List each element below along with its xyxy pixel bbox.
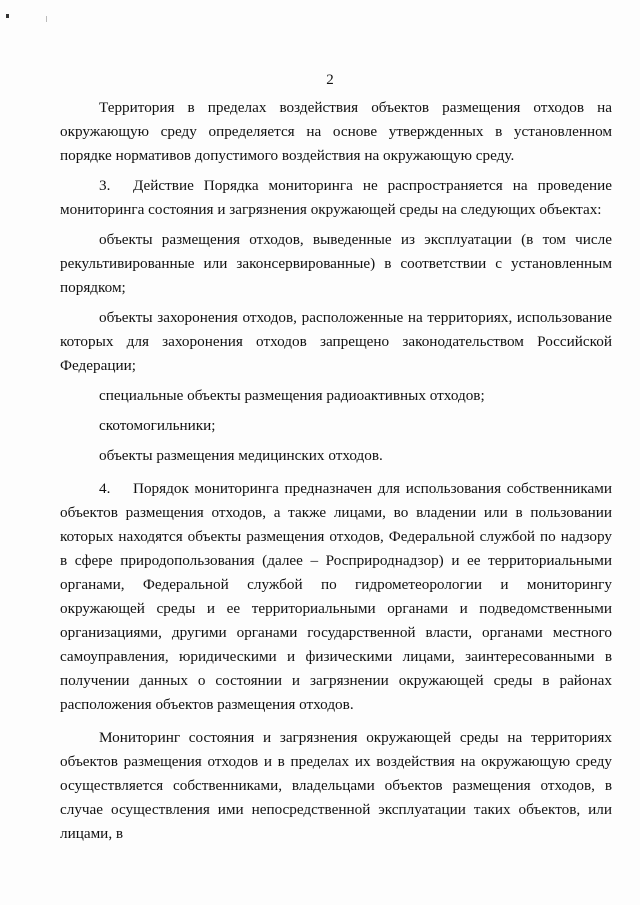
page-number: 2 — [326, 72, 334, 88]
document-body — [60, 96, 612, 846]
list-item-medical-waste: объекты размещения медицинских отходов. — [99, 447, 383, 464]
list-item-cattle-burial: скотомогильники; — [99, 417, 216, 434]
paragraph-item-4 — [60, 477, 612, 717]
paragraph-territory: Территория в пределах воздействия объектов размещения отходов на окружающую среду определяется на основе утвержденных в установленном порядке нормативов допустимого воздействия на окружающую среду. — [60, 99, 612, 164]
scan-artifact-dot — [46, 16, 47, 22]
paragraph-monitoring: Мониторинг состояния и загрязнения окружающей среды на территориях объектов размещения отходов и в пределах их воздействия на окружающую среду осуществляется собственниками, владельцами объектов размещения отходов, в случае осуществления ими непосредственной эксплуатации таких объектов, или лицами, в — [60, 729, 612, 842]
list-item-decommissioned: объекты размещения отходов, выведенные из эксплуатации (в том числе рекультивированные или законсервированные) в соответствии с установленным порядком; — [60, 231, 612, 296]
paragraph-item-4-text: Порядок мониторинга предназначен для использования собственниками объектов размещения отходов, а также лицами, во владении или в пользовании которых находятся объекты размещения отходов, Федеральной службой по надзору в сфере природопользования (далее – Росприроднадзор) и ее территориальными органами, Федеральной службой по гидрометеорологии и мониторингу окружающей среды и ее территориальными органами и подведомственными организациями, другими органами государственной власти, органами местного самоуправления, юридическими и физическими лицами, заинтересованными в получении данных о состоянии и загрязнении окружающей среды в районах расположения объектов размещения отходов. — [60, 480, 612, 713]
list-item-radioactive: специальные объекты размещения радиоактивных отходов; — [99, 387, 485, 404]
paragraph-item-3 — [60, 174, 612, 222]
item-number-4: 4. — [99, 480, 111, 497]
item-number-3: 3. — [99, 177, 111, 194]
list-item-burial-sites: объекты захоронения отходов, расположенные на территориях, использование которых для захоронения отходов запрещено законодательством Российской Федерации; — [60, 309, 612, 374]
paragraph-item-3-text: Действие Порядка мониторинга не распространяется на проведение мониторинга состояния и загрязнения окружающей среды на следующих объектах: — [60, 177, 612, 218]
scan-artifact-mark — [6, 14, 9, 18]
